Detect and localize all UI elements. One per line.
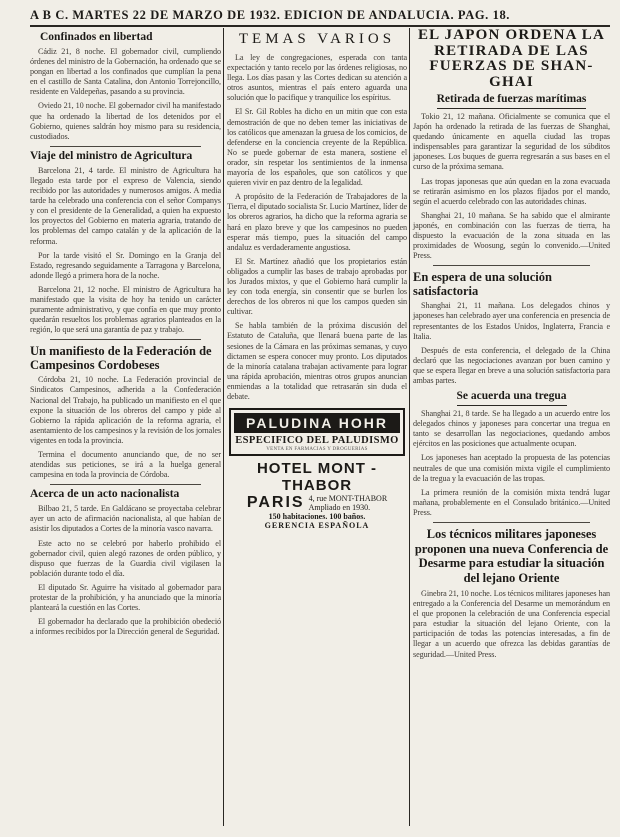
article-divider: [50, 484, 201, 485]
article-paragraph: Termina el documento anunciando que, de no ser atendidas sus peticiones, se irá a la huelga general campesina en toda la provincia de Córdoba.: [30, 450, 221, 480]
headline-tecnicos-militares: Los técnicos militares japoneses proponen una nueva Conferencia de Desarme para estudiar la situación del lejano Oriente: [414, 527, 609, 585]
subheadline-text: Retirada de fuerzas marítimas: [437, 93, 587, 109]
article-paragraph: Shanghai 21, 8 tarde. Se ha llegado a un acuerdo entre los delegados chinos y japoneses para concertar una tregua en tanto se desarrollan las negociaciones, quedando ambos ejércitos en las posiciones que actualmente ocupan.: [413, 409, 610, 449]
column-left: [30, 28, 221, 641]
article-paragraph: Shanghai 21, 11 mañana. Los delegados chinos y japoneses han celebrado ayer una conferencia en presencia de representantes de los Estados Unidos, Inglaterra, Francia e Italia.: [413, 301, 610, 341]
article-paragraph: Después de esta conferencia, el delegado de la China declaró que las negociaciones avanzan por buen camino y que se espera llegar en breve a una solución satisfactoria para ambas partes.: [413, 345, 610, 385]
article-paragraph: El diputado Sr. Aguirre ha visitado al gobernador para protestar de la prohibición, y ha anunciado que la minoría planteará la cuestión en las Cortes.: [30, 582, 221, 613]
subheadline-fuerzas-maritimas: [413, 93, 610, 109]
article-paragraph: El Sr. Gil Robles ha dicho en un mitin que con esta demostración de que no deben temer las iniciativas de los católicos que amenazan la gruesa de los comicios, de defenderse en la conciencia creyente de la República. No se puede gobernar de esta manera, sostiene el orador, sin respetar los sentimientos de la inmensa mayoría de los españoles, que son católicos y que quieren vivir en paz dentro de la legalidad.: [227, 107, 407, 188]
article-paragraph: Shanghai 21, 10 mañana. Se ha sabido que el almirante japonés, en combinación con las fuerzas de tierra, ha dispuesto la evacuación de la zona situada en las proximidades de Woosung, según lo convenido.—United Press.: [413, 210, 610, 261]
article-divider: [433, 522, 590, 523]
article-paragraph: Las tropas japonesas que aún quedan en la zona evacuada se retirarán asimismo en los plazos fijados por el mando, según el acuerdo celebrado con las autoridades chinas.: [413, 176, 610, 206]
article-paragraph: Por la tarde visitó el Sr. Domingo en la Granja del Estado, regresando seguidamente a Tarragona y Barcelona, adonde llegó a primera hora de la noche.: [30, 250, 221, 280]
headline-acto-nacionalista: Acerca de un acto nacionalista: [30, 488, 180, 501]
article-paragraph: Bilbao 21, 5 tarde. En Galdácano se proyectaba celebrar ayer un acto de afirmación nacionalista, al que habían de asistir los diputados a Cortes de la minoría vasco navarra.: [30, 504, 221, 534]
headline-manifiesto-campesinos: Un manifiesto de la Federación de Campesinos Cordobeses: [30, 344, 212, 373]
article-paragraph: Oviedo 21, 10 noche. El gobernador civil ha manifestado que ha ordenado la libertad de los detenidos por el Gobierno, quienes saldrán hoy mismo para su residencia, custodiados.: [30, 101, 221, 141]
ad-hotel-gerencia: GERENCIA ESPAÑOLA: [264, 521, 370, 531]
article-divider: [433, 265, 590, 266]
article-paragraph: A propósito de la Federación de Trabajadores de la Tierra, el diputado socialista Sr. Lucio Martínez, líder de los obreros agrarios, ha dicho que la reforma agraria se hará en plazo breve y que los campesinos no pueden esperar más tiempo, pues la situación del campo andaluz es verdaderamente angustiosa.: [227, 192, 407, 252]
page-header: A B C. MARTES 22 DE MARZO DE 1932. EDICION DE ANDALUCIA. PAG. 18.: [30, 8, 511, 22]
article-divider: [50, 339, 201, 340]
headline-confinados: Confinados en libertad: [40, 31, 153, 43]
column-rule-2: [409, 28, 410, 826]
subheadline-text: Se acuerda una tregua: [457, 390, 567, 406]
headline-espera-solucion: En espera de una solución satisfactoria: [413, 270, 552, 299]
article-paragraph: Barcelona 21, 4 tarde. El ministro de Agricultura ha llegado esta tarde por el expreso de Valencia, siendo recibido por las autoridades y numerosos amigos. A media tarde ha celebrado una conferencia con el señor Companys y con el presidente de la Generalidad, a quien ha expuesto los proyectos del Gobierno en materia agraria, tratando de los problemas del campo catalán y de la aplicación de la reforma.: [30, 165, 221, 246]
column-rule-1: [223, 28, 224, 826]
article-paragraph: Este acto no se celebró por haberlo prohibido el gobernador civil, quien alegó razones de orden público, y dispuso que fuerzas de la Guardia civil vigilasen la población durante todo el día.: [30, 538, 221, 578]
ad-hotel-rooms: 150 habitaciones. 100 baños.: [268, 512, 366, 522]
headline-japon-retirada: EL JAPON ORDENA LA RETIRADA DE LAS FUERZAS DE SHAN-GHAI: [417, 27, 606, 90]
ad-paludina-tagline: ESPECIFICO DEL PALUDISMO: [235, 435, 399, 447]
advertisement-paludina: [229, 408, 405, 456]
headline-viaje-ministro: Viaje del ministro de Agricultura: [30, 149, 193, 162]
ad-paludina-smallprint: VENTA EN FARMACIAS Y DROGUERIAS: [266, 447, 368, 453]
advertisement-hotel: [227, 460, 407, 530]
article-paragraph: Ginebra 21, 10 noche. Los técnicos militares japoneses han entregado a la Conferencia del Desarme un memorándum en el que proponen la celebración de una Conferencia especial para estudiar la situación del lejano Oriente, con la participación de todas las potencias interesadas, a fin de llegar a un acuerdo que ofrezca las debidas garantías de seguridad.—United Press.: [413, 589, 610, 659]
article-paragraph: El gobernador ha declarado que la prohibición obedeció a informes recibidos por la Dirección general de Seguridad.: [30, 617, 221, 637]
article-divider: [50, 146, 201, 147]
article-paragraph: Los japoneses han aceptado la propuesta de las potencias neutrales de que una comisión mixta vigile el cumplimiento de la tregua y la evacuación de las tropas.: [413, 453, 610, 483]
article-paragraph: Córdoba 21, 10 noche. La Federación provincial de Sindicatos Campesinos, adherida a la Confederación Nacional del Trabajo, ha publicado un manifiesto en el que expone la situación de los obreros del campo y pide al Gobierno la rápida aplicación de la reforma agraria, el asentamiento de los campesinos y la revisión de los jornales vigentes en toda la provincia.: [30, 375, 221, 445]
article-paragraph: La ley de congregaciones, esperada con tanta expectación y tanto recelo por las órdenes religiosas, no llega. Los días pasan y las Cortes dedican su atención a otros asuntos, mientras el país entero aguarda una solución que lo pacifique y tranquilice los espíritus.: [227, 53, 407, 103]
ad-hotel-city: PARIS: [246, 494, 305, 512]
subheadline-tregua: [413, 390, 610, 406]
headline-temas-varios: TEMAS VARIOS: [238, 31, 396, 47]
article-paragraph: La primera reunión de la comisión mixta tendrá lugar mañana, probablemente en el Consulado británico.—United Press.: [413, 487, 610, 517]
article-paragraph: Barcelona 21, 12 noche. El ministro de Agricultura ha manifestado que la visita de hoy ha tenido un carácter puramente administrativo, y que confía en que muy pronto quedarán resueltos los problemas agrarios planteados en la región, lo que será una garantía de paz y trabajo.: [30, 284, 221, 335]
article-paragraph: Tokio 21, 12 mañana. Oficialmente se comunica que el Japón ha ordenado la retirada de las fuerzas de Shanghai, quedando únicamente en aquella ciudad las tropas indispensables para garantizar la seguridad de los súbditos japoneses. Los buques de guerra regresarán a sus bases en el curso de la próxima semana.: [413, 112, 610, 172]
ad-hotel-name: HOTEL MONT - THABOR: [256, 460, 378, 495]
article-paragraph: Cádiz 21, 8 noche. El gobernador civil, cumpliendo órdenes del ministro de la Gobernación, ha ordenado que se pongan en libertad a los confinados que cumplían la pena en el castillo de Santa Catalina, don Antonio Torrejoncillo, residente en Valdepeñas, pasando a su provincia.: [30, 47, 221, 97]
article-paragraph: El Sr. Martínez añadió que los propietarios están obligados a cumplir las bases de trabajo aprobadas por los Jurados mixtos, y que el Gobierno hará cumplir la ley con toda energía, sin consentir que se burlen los derechos de los obreros ni que los campos queden sin cultivar.: [227, 256, 407, 317]
ad-paludina-name: PALUDINA HOHR: [234, 413, 400, 433]
column-right: [413, 28, 610, 664]
column-middle: [227, 28, 407, 530]
ad-hotel-address: 4, rue MONT-THABOR: [308, 494, 388, 504]
ad-hotel-ampliado: Ampliado en 1930.: [308, 503, 371, 513]
article-paragraph: Se habla también de la próxima discusión del Estatuto de Cataluña, que llenará buena parte de las sesiones de la Cámara en las próximas semanas, y cuyo dictamen se espera conocer muy pronto. Los diputados de la minoría catalana trabajan activamente para lograr una rápida aprobación, mientras otros grupos anuncian enmiendas a la totalidad que retrasarán sin duda el debate.: [227, 321, 407, 401]
